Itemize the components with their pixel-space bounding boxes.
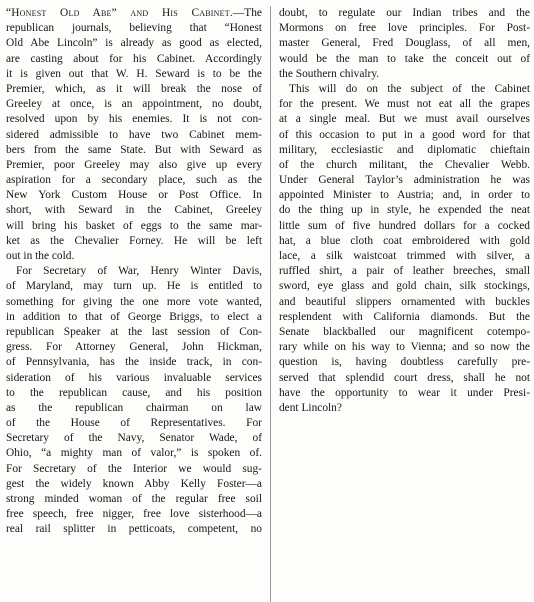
article-headline: “Honest Old Abe” and His Cabinet. — [6, 7, 233, 19]
text-line: of Maryland, may turn up. He is entitled to — [6, 280, 262, 293]
text-line: For Secretary of the Interior we would sug- — [6, 462, 262, 475]
text-line: of this occasion to put in a good word for that — [278, 128, 530, 141]
text-line: the Southern chivalry. — [278, 67, 380, 80]
text-line: gress. For Attorney General, John Hickman, — [6, 341, 262, 354]
text-line: as the republican chairman on law — [6, 401, 262, 414]
text-line: lace, a silk waistcoat trimmed with silver, a — [278, 250, 530, 262]
text-line: republican journals, believing that “Honest — [6, 22, 262, 35]
text-line: strong minded woman of the regular free soil — [6, 493, 262, 505]
text-line: For Secretary of War, Henry Winter Davis, — [16, 265, 262, 278]
text-line: at a single meal. But we must avail ourselves — [278, 113, 530, 126]
text-line: served that splendid court dress, shall he not — [278, 371, 530, 384]
text-line: Secretary of the Navy, Senator Wade, of — [6, 432, 262, 445]
text-line: appointed Minister to Austria; and, in order to — [278, 189, 530, 202]
text-line: doubt, to regulate our Indian tribes and the — [278, 7, 530, 19]
text-line: military, ecclesiastic and diplomatic chieftain — [278, 143, 530, 156]
text-line: Greeley at once, is an appointment, no doubt, — [6, 98, 262, 111]
text-line: free speech, free nigger, free love sisterhood—a — [6, 508, 262, 521]
text-line: dent Lincoln? — [278, 401, 342, 414]
text-line: master General, Fred Douglass, of all men, — [278, 37, 530, 50]
text-line: sword, eye glass and gold chain, silk stockings, — [278, 280, 530, 293]
text-line: Mormons on free love principles. For Post- — [278, 22, 530, 35]
text-line: republican Speaker at the last session of Con- — [6, 325, 262, 338]
text-line: real rail splitter in petticoats, competent, no — [6, 523, 262, 536]
text-line: do the thing up in style, he expended the neat — [278, 204, 530, 217]
text-line: have the opportunity to wear it under Presi- — [278, 386, 530, 399]
text-line: New York Custom House or Post Office. In — [6, 189, 262, 202]
text-line: would be the man to take the conceit out of — [278, 52, 530, 65]
text-line: This will do on the subject of the Cabinet — [288, 82, 530, 95]
text-line: of the church militant, the Chevalier Webb. — [278, 158, 530, 171]
text-line: resplendent with California diamonds. But the — [278, 310, 530, 323]
text-line: and beautiful slippers ornamented with buckles — [278, 295, 530, 308]
text-line: Premier, poor Greeley may also give up every — [6, 158, 262, 171]
text-line: Ohio, “a mighty man of valor,” is spoken of. — [6, 447, 262, 460]
right-column — [279, 6, 530, 600]
text-line: Senate blackballed our magnificent cotempo- — [278, 325, 530, 338]
text-line: resolved upon by his enemies. It is not con- — [6, 113, 262, 126]
text-line: rary while on his way to Vienna; and so now the — [278, 341, 530, 354]
text-line: will bring his basket of eggs to the same mar- — [6, 219, 262, 232]
text-line: something for giving the one more vote wanted, — [6, 295, 262, 308]
text-line: it is given out that W. H. Seward is to be the — [6, 67, 262, 80]
text-line: sidered admissible to have two Cabinet mem- — [6, 128, 262, 141]
text-line: in addition to that of George Briggs, to elect a — [6, 310, 262, 323]
text-line: bers from the same State. But with Seward as — [6, 143, 262, 156]
text-line: Premier, which, as it will break the nose of — [6, 82, 262, 95]
text-line: ruffled shirt, a pair of leather breeches, small — [278, 265, 530, 278]
text-line: hat, a blue cloth coat embroidered with gold — [278, 234, 530, 247]
text-line: for the present. We must not eat all the grapes — [278, 98, 530, 111]
text-line: are casting about for his Cabinet. Accordingly — [6, 52, 262, 65]
left-column — [6, 6, 270, 600]
text-line: short, with Seward in the Cabinet, Greeley — [6, 204, 262, 217]
text-line: little sum of five hundred dollars for a cocked — [278, 219, 530, 232]
text-line: out in the cold. — [6, 250, 75, 262]
column-divider — [270, 6, 271, 602]
opening-line — [6, 6, 262, 21]
text-line: gest the widely known Abby Kelly Foster—a — [6, 477, 262, 490]
text-line: of the House of Representatives. For — [6, 417, 262, 430]
text-line: to the republican cause, and his position — [6, 386, 262, 399]
text-line: ket as the Chevalier Forney. He will be left — [6, 234, 262, 247]
text-line: Old Abe Lincoln” is already as good as elected, — [6, 37, 262, 50]
text-line: of Pennsylvania, has the inside track, in con- — [6, 356, 262, 369]
text-line: sideration of his various invaluable services — [6, 371, 262, 384]
text-line: —The — [232, 7, 262, 19]
text-line: question is, having doubtless carefully pre- — [278, 356, 530, 369]
text-line: aspiration for a secondary place, such as the — [6, 174, 262, 187]
text-line: Under General Taylor’s administration he was — [278, 174, 530, 187]
